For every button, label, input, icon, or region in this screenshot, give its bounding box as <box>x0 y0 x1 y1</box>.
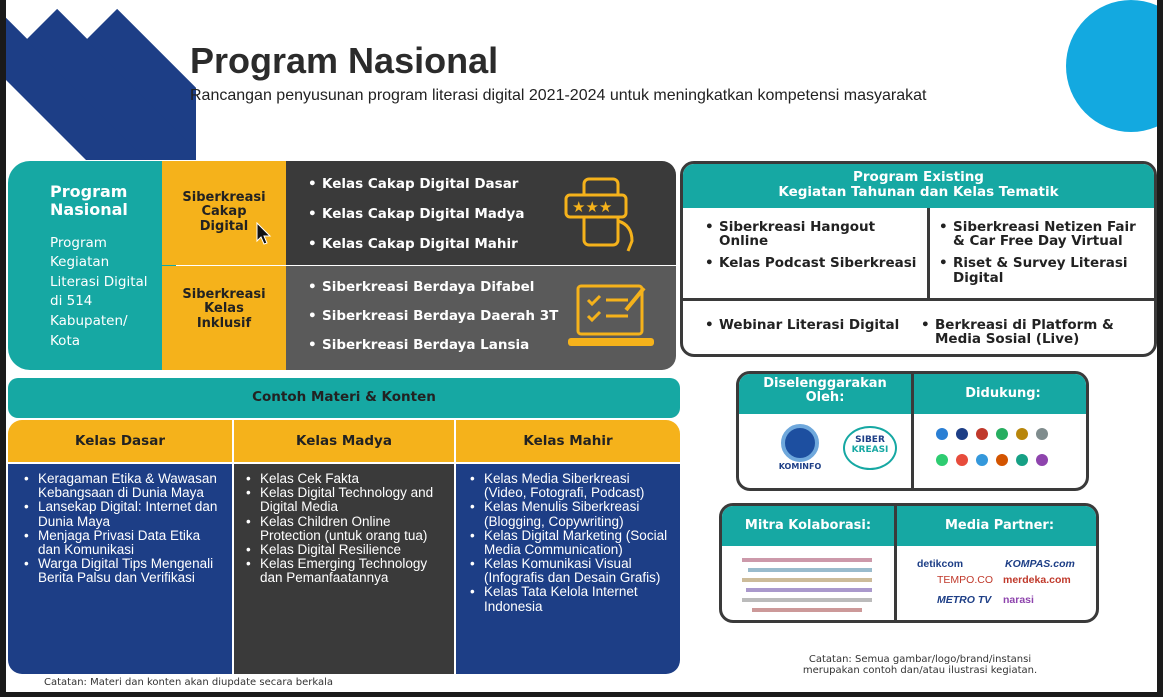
merdeka-logo: merdeka.com <box>1003 574 1071 586</box>
cakap-list-cell <box>286 161 676 265</box>
kompas-logo: KOMPAS.com <box>1005 558 1075 570</box>
logo-icon <box>936 428 948 440</box>
cakap-label-cell <box>162 161 286 265</box>
program-desc: Program Kegiatan Literasi Digital di 514 Kabupaten/ Kota <box>50 234 148 349</box>
materi-title: Contoh Materi & Konten <box>252 389 436 405</box>
detik-logo: detikcom <box>917 558 964 570</box>
media-header <box>897 506 1099 546</box>
list-item: • Kelas Podcast Siberkreasi <box>705 256 927 270</box>
existing-title: Program Existing <box>853 169 984 185</box>
logo-icon <box>936 454 948 466</box>
mitra-title: Mitra Kolaborasi: <box>744 518 872 533</box>
list-item: • Riset & Survey Literasi Digital <box>939 256 1149 284</box>
list-item: • Kelas Cakap Digital Mahir <box>308 237 676 251</box>
existing-bottom-right <box>921 318 1147 346</box>
logo-icon <box>976 428 988 440</box>
logo-icon <box>996 454 1008 466</box>
list-item: • Kelas Media Siberkreasi (Video, Fotografi, Podcast) <box>470 472 674 500</box>
page-title: Program Nasional <box>190 40 499 81</box>
organized-header <box>739 374 911 414</box>
list-item: • Siberkreasi Hangout Online <box>705 220 927 248</box>
existing-subtitle: Kegiatan Tahunan dan Kelas Tematik <box>778 183 1059 200</box>
list-item: • Kelas Emerging Technology dan Pemanfaatannya <box>246 557 448 585</box>
list-item: • Lansekap Digital: Internet dan Dunia Maya <box>24 500 226 528</box>
logo-icon <box>996 428 1008 440</box>
program-title: Program Nasional <box>50 182 128 220</box>
siberkreasi-label-1: SIBER <box>855 435 885 445</box>
col-header-madya: Kelas Madya <box>234 420 454 462</box>
col-dasar <box>8 464 232 674</box>
partner-divider <box>894 506 897 620</box>
page-subtitle: Rancangan penyusunan program literasi digital 2021-2024 untuk meningkatkan kompetensi masyarakat <box>190 87 927 104</box>
logo-icon <box>976 454 988 466</box>
list-item: • Kelas Tata Kelola Internet Indonesia <box>470 585 674 613</box>
list-item: • Siberkreasi Netizen Fair & Car Free Day Virtual <box>939 220 1149 248</box>
col-header-dasar: Kelas Dasar <box>8 420 232 462</box>
narasi-logo: narasi <box>1003 594 1034 606</box>
list-item: • Menjaga Privasi Data Etika dan Komunikasi <box>24 529 226 557</box>
list-item: • Kelas Digital Marketing (Social Media Communication) <box>470 529 674 557</box>
org-card <box>736 371 1089 491</box>
logo-icon <box>1036 454 1048 466</box>
existing-left-list <box>705 220 927 271</box>
materi-title-bar <box>8 378 680 418</box>
inklusif-list-cell <box>286 266 676 370</box>
logo-icon <box>1016 428 1028 440</box>
list-item: • Siberkreasi Berdaya Difabel <box>308 280 676 294</box>
org-divider <box>911 374 914 488</box>
stripes-decoration <box>6 0 196 160</box>
siberkreasi-logo <box>843 426 897 470</box>
supported-header <box>914 374 1089 414</box>
mitra-header <box>722 506 894 546</box>
supported-title: Didukung: <box>965 386 1041 401</box>
mitra-logos <box>742 556 878 616</box>
list-item: • Warga Digital Tips Mengenali Berita Palsu dan Verifikasi <box>24 557 226 585</box>
organized-title: Diselenggarakan Oleh: <box>763 376 887 406</box>
list-item: • Kelas Children Online Protection (untuk orang tua) <box>246 515 448 543</box>
existing-card <box>680 161 1157 357</box>
logo-icon <box>1036 428 1048 440</box>
media-title: Media Partner: <box>944 518 1055 533</box>
footnote: Catatan: Semua gambar/logo/brand/instansi merupakan contoh dan/atau ilustrasi kegiatan. <box>802 654 1038 676</box>
kominfo-label: KOMINFO <box>778 462 822 471</box>
siberkreasi-label-2: KREASI <box>851 444 889 455</box>
mouse-cursor-icon <box>256 222 272 246</box>
list-item: • Webinar Literasi Digital <box>705 318 915 332</box>
logo-icon <box>1016 454 1028 466</box>
tempo-logo: TEMPO.CO <box>937 574 994 586</box>
list-item: • Kelas Cakap Digital Dasar <box>308 177 676 191</box>
materi-note: Catatan: Materi dan konten akan diupdate secara berkala <box>44 677 334 688</box>
existing-divider-v <box>927 208 930 298</box>
list-item: • Kelas Menulis Siberkreasi (Blogging, Copywriting) <box>470 500 674 528</box>
checklist-laptop-icon <box>566 280 658 354</box>
supporter-logos <box>934 426 1074 476</box>
program-panel <box>8 161 176 370</box>
svg-text:★★★: ★★★ <box>572 198 613 216</box>
materi-table <box>8 420 680 674</box>
list-item: • Kelas Cakap Digital Madya <box>308 207 676 221</box>
existing-divider-h <box>683 298 1154 301</box>
slide <box>6 0 1157 692</box>
list-item: • Siberkreasi Berdaya Daerah 3T <box>308 309 676 323</box>
existing-header <box>683 164 1154 208</box>
blue-circle-decoration <box>1066 0 1157 132</box>
logo-icon <box>956 428 968 440</box>
list-item: • Keragaman Etika & Wawasan Kebangsaan di Dunia Maya <box>24 472 226 500</box>
phone-rating-icon <box>562 173 646 253</box>
list-item: • Kelas Digital Resilience <box>246 543 448 557</box>
col-header-mahir: Kelas Mahir <box>456 420 680 462</box>
partner-card <box>719 503 1099 623</box>
kominfo-logo <box>775 424 825 471</box>
inklusif-label: Siberkreasi Kelas Inklusif <box>182 287 266 331</box>
list-item: • Kelas Digital Technology and Digital Media <box>246 486 448 514</box>
list-item: • Kelas Komunikasi Visual (Infografis dan Desain Grafis) <box>470 557 674 585</box>
media-logos <box>917 558 1097 618</box>
list-item: • Berkreasi di Platform & Media Sosial (Live) <box>921 318 1147 346</box>
existing-bottom-left <box>705 318 915 332</box>
inklusif-label-cell <box>162 266 286 370</box>
col-madya <box>234 464 454 674</box>
metrotv-logo: METRO TV <box>937 594 992 606</box>
logo-icon <box>956 454 968 466</box>
cakap-label: Siberkreasi Cakap Digital <box>182 190 266 234</box>
col-mahir <box>456 464 680 674</box>
existing-right-list <box>939 220 1149 285</box>
list-item: • Siberkreasi Berdaya Lansia <box>308 338 676 352</box>
list-item: • Kelas Cek Fakta <box>246 472 448 486</box>
kominfo-emblem-icon <box>781 424 819 462</box>
